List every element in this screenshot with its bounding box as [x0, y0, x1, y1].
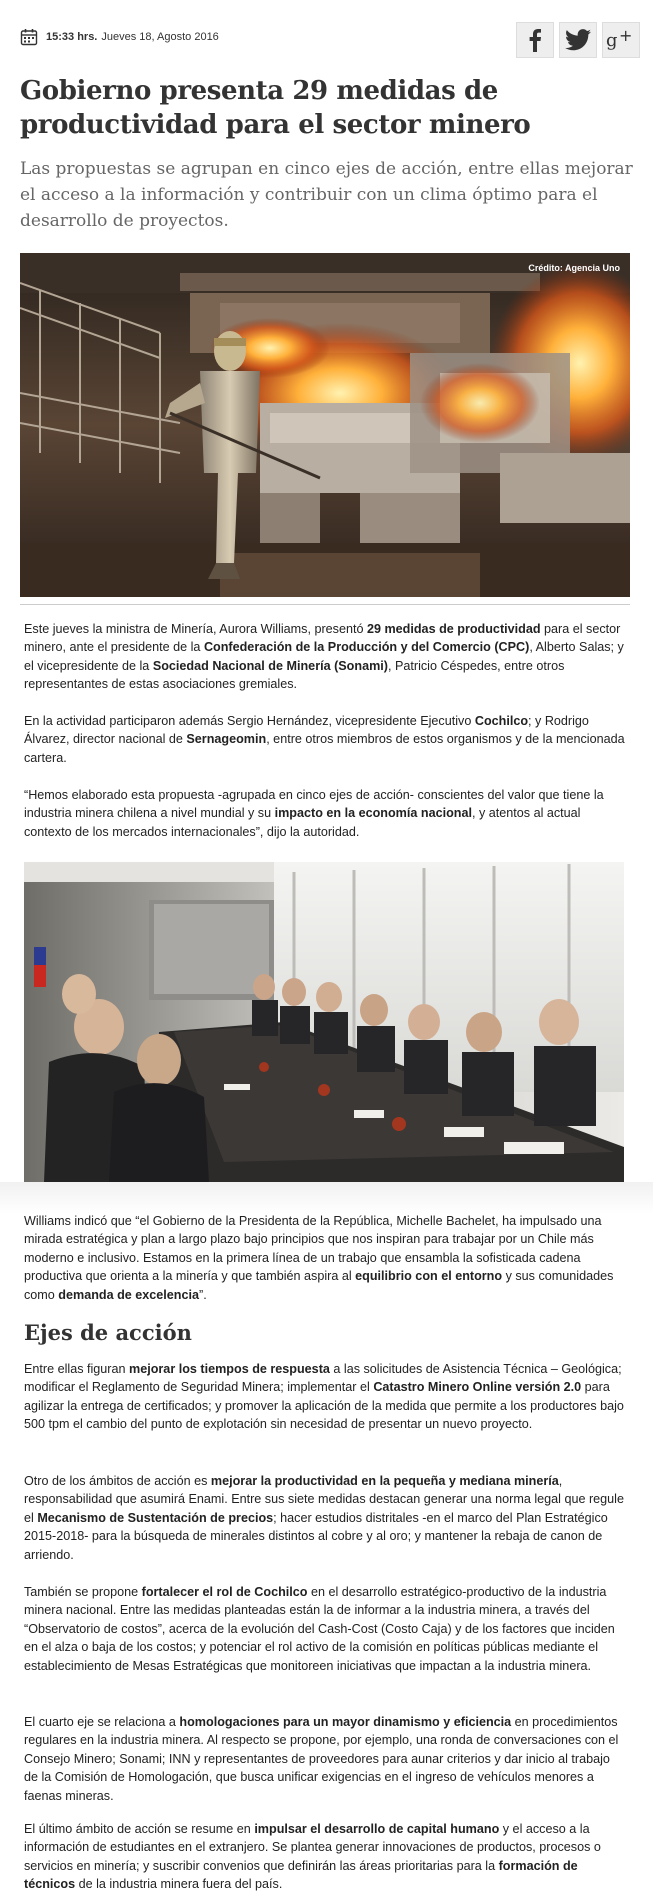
text-run: de la industria minera fuera del país. — [75, 1877, 283, 1892]
text-run: El cuarto eje se relaciona a — [24, 1715, 180, 1729]
text-run: “Hemos elaborado esta propuesta -agrupada en cinco ejes de acción- conscientes del valor que tiene la industria minera chilena a nivel mundial y su — [24, 788, 604, 821]
text-run: Entre ellas figuran — [24, 1362, 130, 1376]
text-run: ; hacer estudios distritales -en el marco del Plan Estratégico 2015-2018- para la búsqueda de minerales distintos al cobre y al oro; y mantener la rebaja de canon de arriendo. — [24, 1510, 608, 1562]
text-run: en el desarrollo estratégico-productivo de la industria minera nacional. Entre las medidas planteadas están la de informar a la industria minera, a través del “Observatorio de costos”, acerca de la evolución del Cash-Cost (Costo Caja) y de los factores que inciden en el alza o baja de los costos; y potenciar el rol activo de la comisión en políticas públicas mediante el establecimiento de Mesas Estratégicas que monitoreen iniciativas que impactan a la industria minera. — [24, 1585, 615, 1673]
text-run: Este jueves la ministra de Minería, Aurora Williams, presentó — [24, 622, 367, 636]
svg-text:+: + — [619, 29, 633, 45]
bold-text: 29 medidas de productividad — [366, 622, 541, 636]
paragraph-1 — [24, 620, 626, 694]
text-run: y el acceso a la información de estudiantes en el extranjero. Se plantea generar innovaciones de productos, procesos o servicios en minería; y suscribir convenios que definirán las áreas prioritarias para la — [24, 1822, 601, 1873]
meeting-room-photo — [24, 862, 624, 1182]
facebook-share-button[interactable] — [516, 22, 554, 58]
bold-text: Catastro Minero Online versión 2.0 — [373, 1380, 582, 1395]
share-buttons — [516, 22, 640, 58]
bold-text: impulsar el desarrollo de capital humano — [254, 1822, 500, 1836]
google-plus-share-button[interactable] — [602, 22, 640, 58]
text-run: a las solicitudes de Asistencia Técnica – Geológica; modificar el Reglamento de Seguridad Minera; implementar el — [24, 1362, 622, 1395]
paragraph-5 — [24, 1360, 626, 1434]
bold-text: impacto en la economía nacional — [274, 806, 472, 821]
paragraph-2 — [24, 712, 626, 767]
bold-text: mejorar los tiempos de respuesta — [129, 1362, 330, 1376]
calendar-icon — [20, 28, 38, 46]
photo-shadow — [0, 1182, 653, 1214]
text-run: ”. — [199, 1287, 207, 1302]
bold-text: homologaciones para un mayor dinamismo y eficiencia — [179, 1715, 512, 1729]
bold-text: demanda de excelencia — [58, 1287, 199, 1302]
text-run: En la actividad participaron además Sergio Hernández, vicepresidente Ejecutivo — [24, 714, 475, 728]
text-run: , y atentos al actual contexto de los mercados internacionales”, dijo la autoridad. — [24, 806, 581, 839]
paragraph-6 — [24, 1472, 626, 1564]
image-credit: Crédito: Agencia Uno — [528, 263, 620, 273]
meeting-photo — [24, 862, 624, 1182]
article-meta-bar — [20, 22, 640, 56]
paragraph-3 — [24, 786, 626, 841]
bold-text: fortalecer el rol de Cochilco — [141, 1585, 308, 1599]
paragraph-9 — [24, 1820, 626, 1894]
svg-text:g: g — [606, 30, 618, 51]
bold-text: Confederación de la Producción y del Comercio (CPC) — [203, 640, 530, 655]
bold-text: Sernageomin — [186, 732, 267, 747]
publish-date — [20, 28, 219, 46]
text-run: ; y Rodrigo Álvarez, director nacional de — [24, 714, 589, 747]
text-run: para el sector minero, ante el presidente de la — [24, 622, 621, 655]
text-run: , responsabilidad que asumirá Enami. Entre sus siete medidas destacan generar una norma legal que regule el — [24, 1474, 624, 1525]
text-run: para agilizar la entrega de certificados; y promover la aplicación de la medida que permite a los productores bajo 500 tpm el cambio del punto de explotación sin necesidad de presentar un nuevo proyecto. — [24, 1380, 624, 1432]
text-run: , entre otros miembros de estos organismos y de la mencionada cartera. — [24, 732, 625, 765]
paragraph-8 — [24, 1713, 626, 1805]
paragraph-7 — [24, 1583, 626, 1675]
text-run: en procedimientos regulares en la industria minera. Al respecto se propone, por ejemplo, una ronda de conversaciones con el Consejo Minero; Sonami; INN y representantes de proveedores para aunar criterios y dar inicio al trabajo de la Comisión de Homologación, que busca unificar exigencias en el ingreso de vehículos menores a faenas mineras. — [24, 1715, 619, 1803]
text-run: También se propone — [24, 1585, 142, 1599]
bold-text: formación de técnicos — [24, 1858, 578, 1892]
section-heading: Ejes de acción — [24, 1320, 192, 1345]
divider — [20, 604, 630, 605]
google-plus-icon — [606, 29, 636, 51]
text-run: y sus comunidades como — [24, 1269, 614, 1302]
paragraph-4 — [24, 1212, 626, 1304]
article-subtitle: Las propuestas se agrupan en cinco ejes de acción, entre ellas mejorar el acceso a la información y contribuir con un clima óptimo para el desarrollo de proyectos. — [20, 159, 633, 231]
article-title: Gobierno presenta 29 medidas de productividad para el sector minero — [20, 76, 531, 140]
facebook-icon — [528, 28, 542, 52]
twitter-share-button[interactable] — [559, 22, 597, 58]
text-run: , Alberto Salas; y el vicepresidente de la — [24, 640, 624, 673]
bold-text: Sociedad Nacional de Minería (Sonami) — [152, 658, 388, 673]
text-run: El último ámbito de acción se resume en — [24, 1822, 255, 1836]
bold-text: Cochilco — [474, 714, 529, 728]
text-run: Otro de los ámbitos de acción es — [24, 1474, 211, 1488]
twitter-icon — [565, 29, 591, 51]
hero-image — [20, 253, 630, 597]
bold-text: equilibrio con el entorno — [355, 1269, 503, 1284]
text-run: Williams indicó que “el Gobierno de la Presidenta de la República, Michelle Bachelet, ha impulsado una mirada estratégica y plan a largo plazo bajo principios que nos inspiran para trabajar por un Chile más moderno e inclusivo. Estamos en la primera línea de un trabajo que ensambla la sofisticada cadena productiva que orienta a la minería y que también aspira al — [24, 1214, 602, 1284]
smelter-photo — [20, 253, 630, 597]
text-run: , Patricio Céspedes, entre otros representantes de estas asociaciones gremiales. — [24, 658, 565, 692]
bold-text: mejorar la productividad en la pequeña y mediana minería — [210, 1474, 559, 1488]
publish-time: 15:33 hrs. — [46, 31, 98, 43]
bold-text: Mecanismo de Sustentación de precios — [37, 1510, 274, 1525]
publish-day: Jueves 18, Agosto 2016 — [101, 31, 219, 43]
